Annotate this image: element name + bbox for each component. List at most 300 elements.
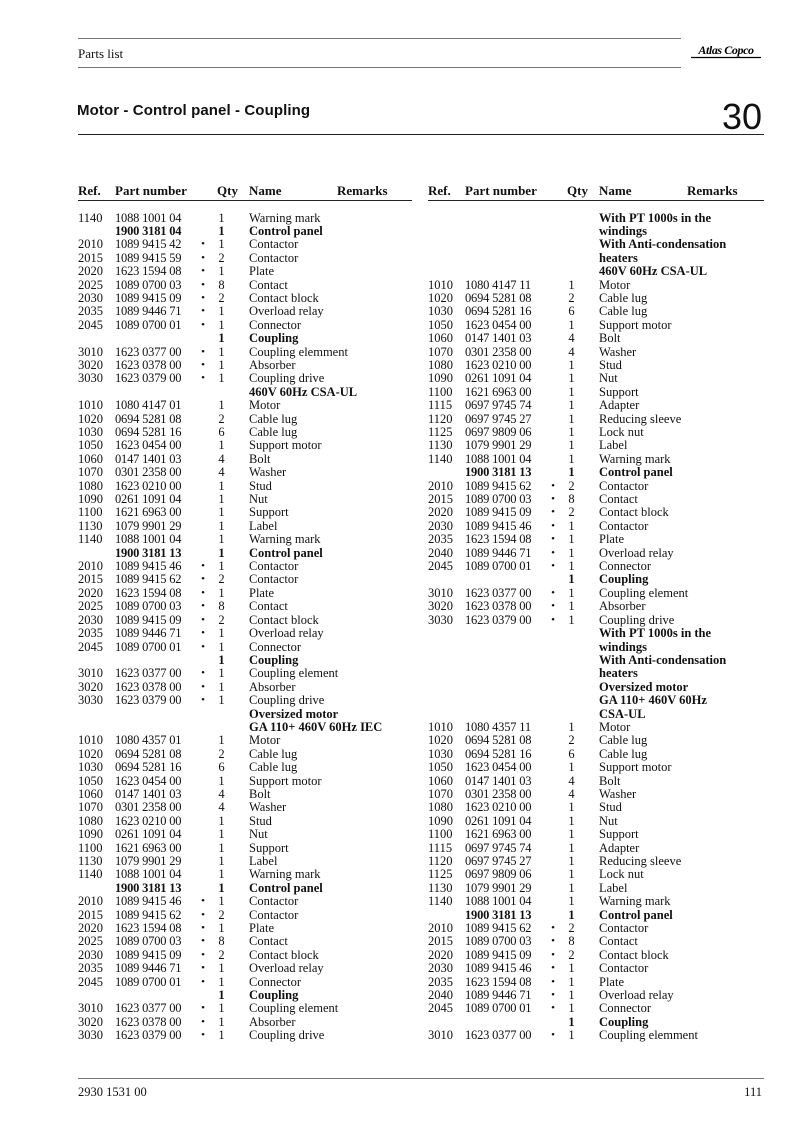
bullet-marker: •	[201, 640, 205, 653]
name-cell: Plate	[249, 921, 274, 936]
part-number-cell: 0694 5281 08	[465, 733, 532, 748]
bullet-marker: •	[201, 1002, 205, 1015]
table-row	[78, 332, 412, 345]
part-number-cell: 1079 9901 29	[115, 518, 182, 533]
name-cell: Support motor	[599, 317, 672, 332]
ref-cell: 2020	[428, 947, 453, 962]
qty-cell: 1	[568, 277, 575, 292]
ref-cell: 1060	[78, 451, 103, 466]
name-cell: Bolt	[249, 451, 271, 466]
table-row	[78, 654, 412, 667]
table-row	[78, 681, 412, 694]
table-row	[78, 265, 412, 278]
ref-cell: 1030	[428, 304, 453, 319]
qty-cell: 1	[218, 733, 225, 748]
ref-cell: 3010	[78, 1001, 103, 1016]
title-rule	[78, 134, 764, 135]
name-cell: Cable lug	[249, 425, 298, 439]
qty-cell: 1	[218, 840, 225, 855]
qty-cell: 1	[568, 961, 575, 976]
table-row	[428, 721, 764, 734]
part-number-cell: 1621 6963 00	[115, 505, 182, 520]
name-cell: Absorber	[249, 1014, 296, 1029]
part-number-cell: 0697 9809 06	[465, 425, 532, 439]
name-cell: Cable lug	[599, 304, 648, 319]
name-cell: Warning mark	[599, 894, 671, 909]
name-cell: Contact block	[599, 505, 669, 520]
qty-cell: 1	[218, 264, 225, 279]
name-cell: Coupling element	[599, 585, 689, 600]
part-number-cell: 1623 0378 00	[115, 357, 182, 372]
name-cell: Label	[599, 438, 628, 453]
ref-header: Ref.	[78, 183, 101, 198]
part-number-cell: 1623 1594 08	[115, 921, 182, 936]
qty-cell: 2	[568, 733, 575, 748]
table-row	[428, 520, 764, 533]
qty-cell: 1	[218, 545, 225, 560]
name-cell: Overload relay	[249, 961, 324, 976]
part-number-cell: 1080 4147 01	[115, 398, 182, 413]
qty-header: Qty	[567, 183, 588, 198]
qty-cell: 1	[568, 800, 575, 815]
part-number-cell: 0694 5281 16	[465, 746, 532, 761]
bullet-marker: •	[551, 922, 555, 935]
name-cell: CSA-UL	[599, 706, 646, 721]
name-cell: Stud	[249, 813, 272, 828]
qty-cell: 1	[218, 974, 225, 989]
parts-column-right	[428, 183, 764, 1043]
ref-cell: 2010	[428, 921, 453, 936]
bullet-marker: •	[201, 1029, 205, 1042]
table-row	[428, 238, 764, 251]
part-number-cell: 0697 9809 06	[465, 867, 532, 882]
qty-cell: 1	[568, 719, 575, 734]
ref-cell: 1130	[428, 438, 453, 453]
ref-cell: 2020	[78, 585, 103, 600]
table-row	[428, 654, 764, 667]
ref-cell: 1140	[78, 210, 103, 225]
qty-cell: 1	[218, 398, 225, 413]
qty-cell: 1	[218, 773, 225, 788]
table-row	[78, 815, 412, 828]
table-row	[78, 909, 412, 922]
bullet-marker: •	[201, 345, 205, 358]
table-row	[78, 480, 412, 493]
ref-cell: 1140	[78, 532, 103, 547]
qty-cell: 1	[218, 652, 225, 667]
table-row	[428, 426, 764, 439]
ref-cell: 1100	[78, 505, 103, 520]
name-cell: Coupling drive	[249, 693, 325, 708]
name-cell: Coupling element	[249, 666, 339, 681]
name-cell: Bolt	[249, 786, 271, 801]
ref-cell: 1090	[78, 492, 103, 507]
part-number-cell: 1623 0377 00	[465, 1028, 532, 1043]
name-cell: Reducing sleeve	[599, 411, 682, 426]
part-number-cell: 0694 5281 16	[465, 304, 532, 319]
name-cell: Contactor	[599, 961, 649, 976]
name-cell: With PT 1000s in the	[599, 210, 712, 225]
name-cell: Stud	[599, 800, 622, 815]
remarks-header: Remarks	[687, 183, 738, 198]
table-row	[428, 775, 764, 788]
part-number-cell: 1089 9415 46	[115, 559, 182, 574]
table-row	[78, 225, 412, 238]
qty-cell: 1	[218, 317, 225, 332]
table-row	[78, 962, 412, 975]
part-number-cell: 1623 1594 08	[465, 974, 532, 989]
column-header	[428, 183, 764, 200]
table-row	[78, 600, 412, 613]
bullet-marker: •	[201, 895, 205, 908]
qty-cell: 6	[218, 425, 225, 439]
qty-cell: 1	[568, 1028, 575, 1043]
qty-cell: 1	[218, 237, 225, 252]
ref-cell: 2035	[78, 961, 103, 976]
part-number-cell: 1080 4357 11	[465, 719, 531, 734]
qty-cell: 1	[568, 585, 575, 600]
part-number-cell: 1089 9446 71	[115, 304, 182, 319]
name-cell: Motor	[249, 398, 281, 413]
table-row	[428, 212, 764, 225]
bullet-marker: •	[201, 1015, 205, 1028]
part-number-cell: 0261 1091 04	[465, 371, 532, 386]
name-cell: Motor	[599, 277, 631, 292]
qty-cell: 1	[218, 304, 225, 319]
ref-cell: 2040	[428, 988, 453, 1003]
name-cell: Motor	[599, 719, 631, 734]
part-number-cell: 1089 9415 59	[115, 250, 182, 265]
qty-cell: 1	[218, 478, 225, 493]
parts-rows-right	[428, 212, 764, 1043]
ref-cell: 1125	[428, 867, 453, 882]
qty-cell: 6	[218, 760, 225, 775]
part-number-cell: 1089 0700 01	[465, 559, 532, 574]
name-cell: Support motor	[599, 760, 672, 775]
ref-cell: 1070	[428, 786, 453, 801]
name-cell: Contactor	[249, 559, 299, 574]
bullet-marker: •	[201, 962, 205, 975]
ref-cell: 2030	[78, 612, 103, 627]
bullet-marker: •	[201, 935, 205, 948]
bullet-marker: •	[201, 975, 205, 988]
name-cell: Adapter	[599, 840, 640, 855]
table-row	[78, 533, 412, 546]
table-row	[78, 319, 412, 332]
part-number-cell: 0301 2358 00	[465, 344, 532, 359]
ref-cell: 1090	[428, 371, 453, 386]
part-number-cell: 1089 9446 71	[465, 545, 532, 560]
ref-cell: 1100	[428, 384, 453, 399]
bullet-marker: •	[551, 948, 555, 961]
table-row	[428, 734, 764, 747]
part-number-cell: 1089 0700 01	[115, 974, 182, 989]
qty-cell: 1	[218, 639, 225, 654]
name-cell: Label	[249, 518, 278, 533]
name-cell: Washer	[249, 800, 287, 815]
part-number-cell: 1621 6963 00	[465, 827, 532, 842]
bullet-marker: •	[201, 694, 205, 707]
part-number-cell: 1623 0454 00	[465, 317, 532, 332]
part-number-cell: 1621 6963 00	[465, 384, 532, 399]
qty-cell: 8	[218, 599, 225, 614]
qty-cell: 2	[218, 572, 225, 587]
table-row	[428, 413, 764, 426]
part-number-cell: 1089 0700 03	[465, 934, 532, 949]
table-row	[78, 372, 412, 385]
qty-cell: 1	[218, 894, 225, 909]
part-number-cell: 1088 1001 04	[115, 867, 182, 882]
name-cell: Warning mark	[599, 451, 671, 466]
table-row	[428, 252, 764, 265]
table-row	[428, 1002, 764, 1015]
table-row	[78, 761, 412, 774]
name-cell: Absorber	[599, 599, 646, 614]
table-row	[428, 346, 764, 359]
ref-cell: 1100	[428, 827, 453, 842]
ref-cell: 2025	[78, 599, 103, 614]
ref-cell: 1080	[428, 800, 453, 815]
ref-cell: 1125	[428, 425, 453, 439]
name-cell: Overload relay	[249, 304, 324, 319]
table-row	[428, 439, 764, 452]
name-cell: Warning mark	[249, 867, 321, 882]
name-cell: Warning mark	[249, 532, 321, 547]
part-number-cell: 0694 5281 08	[115, 411, 182, 426]
ref-cell: 2045	[78, 317, 103, 332]
ref-cell: 1080	[428, 357, 453, 372]
name-cell: Coupling	[249, 988, 299, 1003]
qty-cell: 8	[568, 934, 575, 949]
qty-cell: 1	[218, 679, 225, 694]
name-cell: Plate	[249, 264, 274, 279]
table-row	[78, 238, 412, 251]
table-row	[78, 399, 412, 412]
part-number-cell: 1089 9415 46	[115, 894, 182, 909]
part-number-cell: 1900 3181 13	[115, 880, 182, 895]
ref-cell: 1010	[428, 719, 453, 734]
ref-cell: 1030	[78, 760, 103, 775]
table-row	[428, 305, 764, 318]
ref-cell: 1050	[78, 773, 103, 788]
table-row	[428, 279, 764, 292]
table-row	[78, 386, 412, 399]
table-row	[78, 305, 412, 318]
table-row	[428, 614, 764, 627]
table-row	[428, 761, 764, 774]
table-row	[78, 1029, 412, 1042]
name-cell: Overload relay	[249, 626, 324, 641]
name-cell: Contact	[599, 492, 638, 507]
ref-cell: 1115	[428, 398, 453, 413]
ref-cell: 1050	[428, 317, 453, 332]
name-cell: Cable lug	[599, 290, 648, 305]
qty-cell: 2	[568, 921, 575, 936]
table-row	[428, 989, 764, 1002]
name-cell: Coupling	[599, 572, 649, 587]
part-number-cell: 1623 0377 00	[115, 1001, 182, 1016]
ref-cell: 2020	[428, 505, 453, 520]
qty-cell: 1	[568, 532, 575, 547]
bullet-marker: •	[201, 291, 205, 304]
name-cell: Support	[249, 505, 289, 520]
ref-cell: 1020	[78, 411, 103, 426]
name-cell: Reducing sleeve	[599, 854, 682, 868]
part-number-cell: 1088 1001 04	[465, 451, 532, 466]
part-number-cell: 1623 1594 08	[115, 264, 182, 279]
table-row	[428, 962, 764, 975]
bullet-marker: •	[201, 627, 205, 640]
part-number-cell: 1623 0210 00	[465, 357, 532, 372]
name-cell: Contactor	[249, 237, 299, 252]
part-number-cell: 1623 0378 00	[115, 679, 182, 694]
part-number-cell: 1089 9415 62	[115, 572, 182, 587]
table-row	[78, 667, 412, 680]
qty-cell: 2	[218, 290, 225, 305]
table-row	[78, 520, 412, 533]
table-row	[428, 681, 764, 694]
part-number-cell: 1089 9415 62	[115, 907, 182, 922]
ref-cell: 1070	[78, 800, 103, 815]
name-cell: Nut	[249, 827, 268, 842]
ref-cell: 2045	[78, 974, 103, 989]
ref-cell: 2015	[78, 250, 103, 265]
table-row	[428, 882, 764, 895]
table-row	[78, 1002, 412, 1015]
qty-cell: 1	[568, 411, 575, 426]
ref-cell: 1010	[78, 398, 103, 413]
ref-cell: 2030	[78, 947, 103, 962]
table-row	[428, 1029, 764, 1042]
bullet-marker: •	[201, 586, 205, 599]
table-row	[78, 708, 412, 721]
qty-cell: 1	[218, 693, 225, 708]
part-number-cell: 0697 9745 74	[465, 840, 532, 855]
ref-cell: 1130	[428, 880, 453, 895]
name-cell: Cable lug	[249, 746, 298, 761]
qty-cell: 1	[568, 559, 575, 574]
name-cell: Label	[249, 854, 278, 868]
table-row	[428, 667, 764, 680]
part-number-cell: 1089 0700 03	[115, 934, 182, 949]
name-cell: 460V 60Hz CSA-UL	[249, 384, 358, 399]
ref-cell: 1130	[78, 854, 103, 868]
bullet-marker: •	[201, 265, 205, 278]
qty-cell: 1	[218, 223, 225, 238]
name-cell: Overload relay	[599, 545, 674, 560]
bullet-marker: •	[551, 1002, 555, 1015]
part-number-cell: 1089 9415 09	[465, 947, 532, 962]
part-number-cell: 1089 9415 46	[465, 518, 532, 533]
table-row	[428, 587, 764, 600]
qty-cell: 1	[218, 492, 225, 507]
ref-cell: 2035	[428, 974, 453, 989]
qty-cell: 1	[218, 1001, 225, 1016]
ref-cell: 2015	[78, 572, 103, 587]
part-number-cell: 1079 9901 29	[465, 880, 532, 895]
table-row	[78, 493, 412, 506]
qty-cell: 1	[218, 854, 225, 868]
table-row	[428, 1016, 764, 1029]
part-number-cell: 0147 1401 03	[115, 451, 182, 466]
name-cell: Nut	[599, 813, 618, 828]
part-number-cell: 1623 0378 00	[465, 599, 532, 614]
qty-cell: 1	[568, 988, 575, 1003]
table-row	[78, 935, 412, 948]
qty-cell: 1	[218, 867, 225, 882]
bullet-marker: •	[201, 600, 205, 613]
qty-cell: 2	[218, 947, 225, 962]
qty-cell: 4	[568, 773, 575, 788]
qty-cell: 1	[218, 813, 225, 828]
name-cell: With Anti-condensation	[599, 652, 727, 667]
bullet-marker: •	[201, 318, 205, 331]
table-row	[428, 453, 764, 466]
part-number-cell: 1623 0377 00	[115, 344, 182, 359]
name-cell: Contactor	[249, 572, 299, 587]
part-number-cell: 1623 0210 00	[115, 813, 182, 828]
table-row	[428, 641, 764, 654]
qty-cell: 1	[568, 465, 575, 480]
name-cell: Warning mark	[249, 210, 321, 225]
qty-cell: 4	[568, 344, 575, 359]
qty-cell: 1	[218, 505, 225, 520]
ref-cell: 1060	[428, 773, 453, 788]
table-row	[78, 292, 412, 305]
ref-cell: 3010	[428, 585, 453, 600]
bullet-marker: •	[551, 962, 555, 975]
header-label: Parts list	[78, 46, 124, 61]
name-cell: Absorber	[249, 357, 296, 372]
name-cell: Contact block	[249, 947, 319, 962]
table-row	[428, 506, 764, 519]
table-row	[78, 627, 412, 640]
ref-cell: 1010	[78, 733, 103, 748]
ref-cell: 1140	[428, 894, 453, 909]
part-number-cell: 0301 2358 00	[115, 800, 182, 815]
ref-cell: 1130	[78, 518, 103, 533]
ref-cell: 1080	[78, 813, 103, 828]
bullet-marker: •	[551, 586, 555, 599]
name-cell: Overload relay	[599, 988, 674, 1003]
table-row	[78, 949, 412, 962]
name-cell: Control panel	[599, 465, 673, 480]
ref-cell: 1030	[78, 425, 103, 439]
part-number-header: Part number	[465, 183, 537, 198]
name-cell: 460V 60Hz CSA-UL	[599, 264, 708, 279]
name-cell: heaters	[599, 666, 638, 681]
qty-cell: 4	[568, 786, 575, 801]
table-row	[428, 895, 764, 908]
qty-cell: 8	[218, 934, 225, 949]
qty-cell: 1	[218, 210, 225, 225]
parts-rows-left	[78, 212, 412, 1043]
table-row	[78, 1016, 412, 1029]
part-number-cell: 0694 5281 16	[115, 760, 182, 775]
part-number-cell: 1089 9415 09	[115, 290, 182, 305]
ref-cell: 3010	[78, 344, 103, 359]
qty-cell: 2	[218, 411, 225, 426]
table-row	[428, 748, 764, 761]
qty-cell: 1	[218, 626, 225, 641]
qty-cell: 1	[568, 907, 575, 922]
ref-cell: 2025	[78, 277, 103, 292]
table-row	[78, 359, 412, 372]
bullet-marker: •	[201, 573, 205, 586]
name-cell: Support motor	[249, 773, 322, 788]
table-row	[78, 842, 412, 855]
header-rule	[78, 200, 412, 201]
